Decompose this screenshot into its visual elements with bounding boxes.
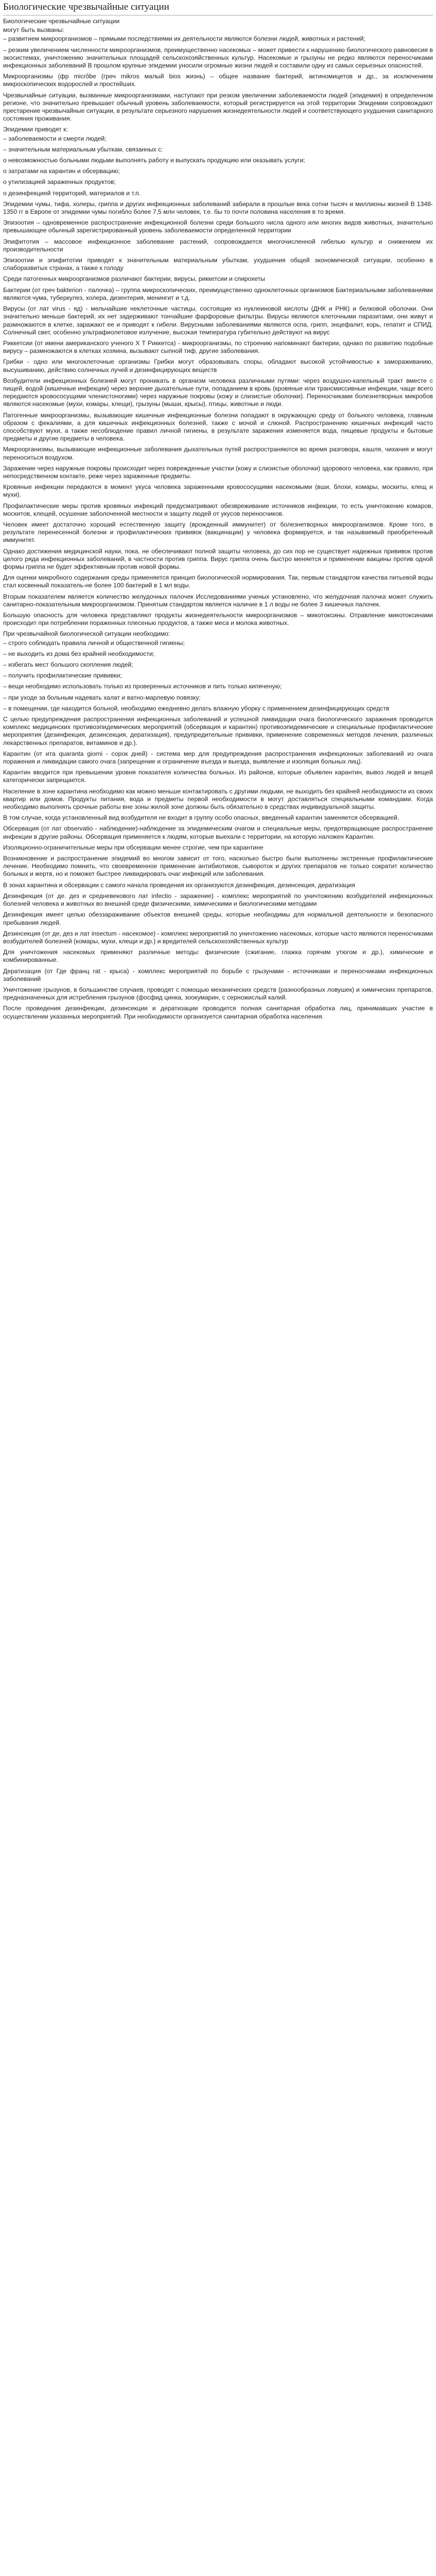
paragraph: – значительным материальным убыткам, связанных с: [3, 145, 163, 153]
paragraph: Эпидемии чумы, тифа, холеры, гриппа и других инфекционных заболеваний забирали в прошлые века сотни тысяч и миллионы жизней В 1348-1350 гг в Европе от эпидемии чумы погибло более 7,5 млн человек, т.е. бы то почти половина населения в то время. [3, 200, 433, 216]
paragraph: Микроорганизмы (фр micrôbe (греч mikros малый bios жизнь) – общее название бактерий, актиномицетов и др., за исключением микроскопических водорослей и простейших. [3, 73, 433, 88]
paragraph: Большую опасность для человека представляют продукты жизнедеятельности микроорганизмов – микотоксины. Отравление микотоксинами происходит при потреблении пораженных плесенью продуктов, а также меса и молока животных. [3, 612, 433, 627]
paragraph: Дезинсекция (от де, дез и лат insectum - насекомое) - комплекс мероприятий по уничтожению насекомых, которые часто являются переносчиками возбудителей болезней (комары, мухи, клещи и др.) и вредителей сельскохозяйственных культур [3, 929, 433, 945]
paragraph: – избегать мест большого скопления людей; [3, 661, 133, 669]
paragraph: Население в зоне карантина необходимо как можно меньше контактировать с другими людьми, не выходить без крайней необходимости из своих квартир или домов. Продукты питания, вода и предметы первой необходимости в могут доставляться специальными командами. Когда необходимо выполнять срочные работы вне зоны жилой зоне должны быть обязательно в средствах индивидуальной защиты. [3, 787, 433, 811]
paragraph: Эпизоотия – одновременное распространение инфекционной болезни среди большого числа одного или многих видов животных, значительно превышающее обычный зарегистрированный уровень заболеваемости определенной территории [3, 219, 433, 234]
paragraph: В том случае, когда установленный вид возбудителя не входит в группу особо опасных, введенный карантин заменяется обсервацией. [3, 814, 399, 822]
paragraph: могут быть вызваны: [3, 26, 64, 34]
paragraph: – в помещении, где находится больной, необходимо ежедневно делать влажную уборку с применением дезинфицирующих средств [3, 704, 390, 712]
paragraph: Чрезвычайные ситуации, вызванные микроорганизмами, наступают при резком увеличении заболеваемости людей (эпидемия) в определенном регионе, что значительно превышает обычный уровень заболеваемости, который регистрируется на этой территории Эпидемии сопровождают престарение чрезвычайные ситуации, в результате серьезного нарушения жизнедеятельности людей и соответствующего ухудшения санитарного состояния проживания. [3, 91, 433, 123]
paragraph: Дезинфекция (от де. дез и средневекового лат infectio - заражение) - комплекс мероприятий по уничтожению возбудителей инфекционных болезней человека и животных во внешней среде физическими, химическими и биологическими методами [3, 892, 433, 908]
paragraph: Заражение через наружные покровы происходит через поврежденные участки (кожу и слизистые оболочки) здорового человека, как правило, при непосредственном контакте, реже через зараженные предметы. [3, 464, 433, 480]
article-body [3, 18, 433, 1021]
paragraph: Возбудители инфекционных болезней могут проникать в организм человека различными путями: через воздушно-капельный тракт вместе с пищей, водой (кишечные инфекции) через верхние дыхательные пути, попаданием в кровь (кровяные или трансмиссивные инфекции, чаще всего передаются кровососущими членистоногими) через наружные покровы (кожу и слизистые оболочки). Переносчиками болезнетворных микробов являются насекомые (мухи, комары, клещи), грызуны (мыши, крысы), птицы, животные и люди. [3, 377, 433, 408]
paragraph: – строго соблюдать правила личной и общественной гигиены; [3, 639, 185, 647]
paragraph: Профилактические меры против кровяных инфекций предусматривают обезвреживание источников инфекции, то есть уничтожение комаров, москитов, клещей, осушение заболоченной местности и защиту людей от укусов переносчиков. [3, 502, 433, 517]
paragraph: Дератизация (от Где франц rat - крыса) - комплекс мероприятий по борьбе с грызунами - источниками и переносчиками инфекционных заболеваний [3, 967, 433, 982]
paragraph: Карантин (от ита quaranta giorni - сорок дней) - система мер для предупреждения распространения инфекционных заболеваний из очага поражения и ликвидации самого очага (запрещение и ограничение въезда и выезда, выявление и изоляция больных лиц). [3, 750, 433, 766]
paragraph: Возникновение и распространение эпидемий во многом зависит от того, насколько быстро были выполнены экстренные профилактические лечение. Необходимо помнить, что своевременное применение антибиотиков, сывороток и других препаратов не только сократит количество больных и жертв, но и поможет быстрее ликвидировать очаг инфекций или заболевания. [3, 855, 433, 878]
paragraph: При чрезвычайной биологической ситуации необходимо: [3, 630, 170, 638]
paragraph: – не выходить из дома без крайней необходимости; [3, 650, 155, 657]
paragraph: Микроорганизмы, вызывающие инфекционные заболевания дыхательных путей распространяются во время разговора, кашля, чихания и могут переноситься воздухом. [3, 446, 433, 461]
paragraph: Вторым показателем является количество желудочных палочек Исследованиями ученых установлено, что желудочная палочка может служить санитарно-показательным микроорганизмом. Принятым стандартом является наличие в 1 л воды не более 3 кишечных палочек. [3, 592, 433, 608]
paragraph: – развитием микроорганизмов – прямыми последствиями их деятельности являются болезни людей, животных и растений; [3, 35, 365, 43]
page-title: Биологические чрезвычайные ситуации [3, 0, 433, 15]
paragraph: Бактерии (от греч bakterion - палочка) – группа микроскопических, преимущественно одноклеточных организмов Бактериальными заболеваниями являются чума, туберкулез, холера, дизентерия, менингит и т.д. [3, 286, 433, 301]
paragraph: – получить профилактические прививки; [3, 672, 122, 680]
paragraph: Кровяные инфекции передаются в момент укуса человека зараженными кровососущими насекомыми (вши, блохи, комары, москиты, клещ и мухи). [3, 483, 433, 499]
paragraph: Уничтожение грызунов, в большинстве случаев, проводят с помощью механических средств (разнообразных ловушек) и химических препаратов, предназначенных для истребления грызунов (фосфид цинка, зоокумарин, с серножислый калий. [3, 986, 433, 1002]
paragraph: Грибки - одно или многоклеточные организмы Грибки могут образовывать споры, обладают высокой устойчивостью к замораживанию, высушиванию, действию солнечных лучей и дезинфицирующих веществ [3, 358, 433, 374]
paragraph: Вирусы (от лат virus - яд) - мельчайшие неклеточные частицы, состоящие из нуклеиновой кислоты (ДНК и РНК) и белковой оболочки. Они значительно меньше бактерий, их нет задерживают тончайшие фарфоровые фильтры. Вирусы являются клеточными паразитами, они живут и размножаются в клетке, заражают ее и приводят к гибели. Вирусными заболеваниями являются оспа, грипп, энцефалит, корь, гепатит и СПИД. Солнечный свет, особенно ультрафиолетовое излучение, высокая температура губительно действуют на вирус [3, 305, 433, 336]
paragraph: Эпизоотии и эпифитотии приводят к значительным материальным убыткам, ухудшения общей экономической ситуации, особенно в слаборазвитых странах, а также к голоду [3, 257, 433, 272]
paragraph: Среди патогенных микроорганизмов различают бактерии, вирусы, риккетсии и спирохеты [3, 275, 265, 283]
paragraph: Эпифитотия – массовое инфекционное заболевание растений, сопровождается многочисленной гибелью культур и снижением их производительности [3, 238, 433, 253]
paragraph: С целью предупреждения распространения инфекционных заболеваний и успешной ликвидации очага биологического заражения проводится комплекс медицинских противоэпидемических мероприятий (обсервация и карантин) противоэпидемические и специальные профилактические мероприятия (дезинфекция, дезинсекция, дератизация), предупредительные прививки, применение современных методов лечения, различных лекарственных препаратов, витаминов и др.). [3, 716, 433, 747]
paragraph: Человек имеет достаточно хороший естественную защиту (врожденный иммунитет) от болезнетворных микроорганизмов. Кроме того, в результате перенесенной болезни и профилактических прививок (вакцинации) у человека формируется, и так называемый приобретенный иммунитет. [3, 520, 433, 544]
paragraph: Изоляционно-ограничительные меры при обсервации менее строгие, чем при карантине [3, 843, 264, 851]
paragraph: о утилизацией зараженных продуктов; [3, 178, 116, 186]
paragraph: Биологические чрезвычайные ситуации [3, 18, 120, 25]
paragraph: о затратами на карантин и обсервацию; [3, 167, 120, 175]
paragraph: Дезинфекция имеет целью обеззараживание объектов внешней среды, которые необходимы для нормальной деятельности и безопасного пребывания людей. [3, 911, 433, 926]
paragraph: о невозможностью больными людьми выполнять работу и выпускать продукцию или оказывать услуги; [3, 157, 305, 164]
paragraph: Однако достижения медицинской науки, пока, не обеспечивают полной защиты человека, до сих пор не существует надежных прививок против целого ряда инфекционных заболеваний, в частности против гриппа. Вирус гриппа очень быстро меняется и применение вакцины против одной формы гриппа не будет эффективным против новой формы. [3, 547, 433, 570]
paragraph: – резким увеличением численности микроорганизмов, преимущественно насекомых – может привести к нарушению биологического равновесия в экосистемах, уничтожению значительных площадей сельскохозяйственных культур. Насекомые и грызуны не редко являются переносчиками инфекционных заболеваний В прошлом крупные эпидемии уносили огромные жизни людей и составили одну из самых серьезных опасностей. [3, 46, 433, 70]
paragraph: – заболеваемости и смерти людей; [3, 134, 107, 142]
paragraph: Патогенные микроорганизмы, вызывающие кишечные инфекционные болезни попадают в окружающую среду от больного человека, главным образом с фекалиями, а для кишечных инфекционных болезней, также с мочой и слюной. Распространению кишечных инфекций часто способствуют мухи, а также несоблюдение правил личной гигиены, в результате заражения изменяется вода, пищевые продукты и бытовые предметы и другие предметы в человека. [3, 411, 433, 443]
document-page [0, 0, 436, 1028]
paragraph: – вещи необходимо использовать только из проверенных источников и пить только кипяченую; [3, 683, 282, 690]
paragraph: После проведения дезинфекции, дезинсекции и дератизации проводится полная санитарная обработка лиц, принимавших участие в осуществлении указанных мероприятий. При необходимости организуется санитарная обработка населения. [3, 1005, 433, 1020]
paragraph: В зонах карантина и обсервации с самого начала проведения их организуются дезинфекция, дезинсекция, дератизация [3, 881, 355, 889]
paragraph: Обсервация (от лат observatio - наблюдение)-наблюдение за эпидемическим очагом и специальные меры, предотвращающие распространение инфекции в другие районы. Обсервация применяется к людям, которые выехали с территории, на которую наложен Карантин. [3, 825, 433, 840]
paragraph: – при уходе за больным надевать халат и ватно-марлевую повязку; [3, 693, 201, 701]
paragraph: Эпидемии приводят к: [3, 126, 68, 133]
paragraph: Риккетсии (от имени американского ученого Х Т Риккетса) - микроорганизмы, по строению напоминают бактерии, однако по развитию подобные вирусу – размножаются в клетках хозяина, вызывают сыпной тиф, другие заболевания. [3, 339, 433, 355]
paragraph: о дезинфекцией территорий, материалов и т.п. [3, 189, 141, 197]
paragraph: Для уничтожения насекомых применяют различные методы: физические (сжигание, глажка горячим утюгом и др.), химические и комбинированные. [3, 948, 433, 964]
paragraph: Карантин вводится при превышении уровня показателя количества больных. Из районов, которые объявлен карантин, вывоз людей и вещей категорически запрещается. [3, 769, 433, 784]
paragraph: Для оценки микробного содержания среды применяется принцип биологической нормирования. Так, первым стандартом качества питьевой воды стал косвенный показатель-не более 100 бактерий в 1 мл воды. [3, 574, 433, 589]
